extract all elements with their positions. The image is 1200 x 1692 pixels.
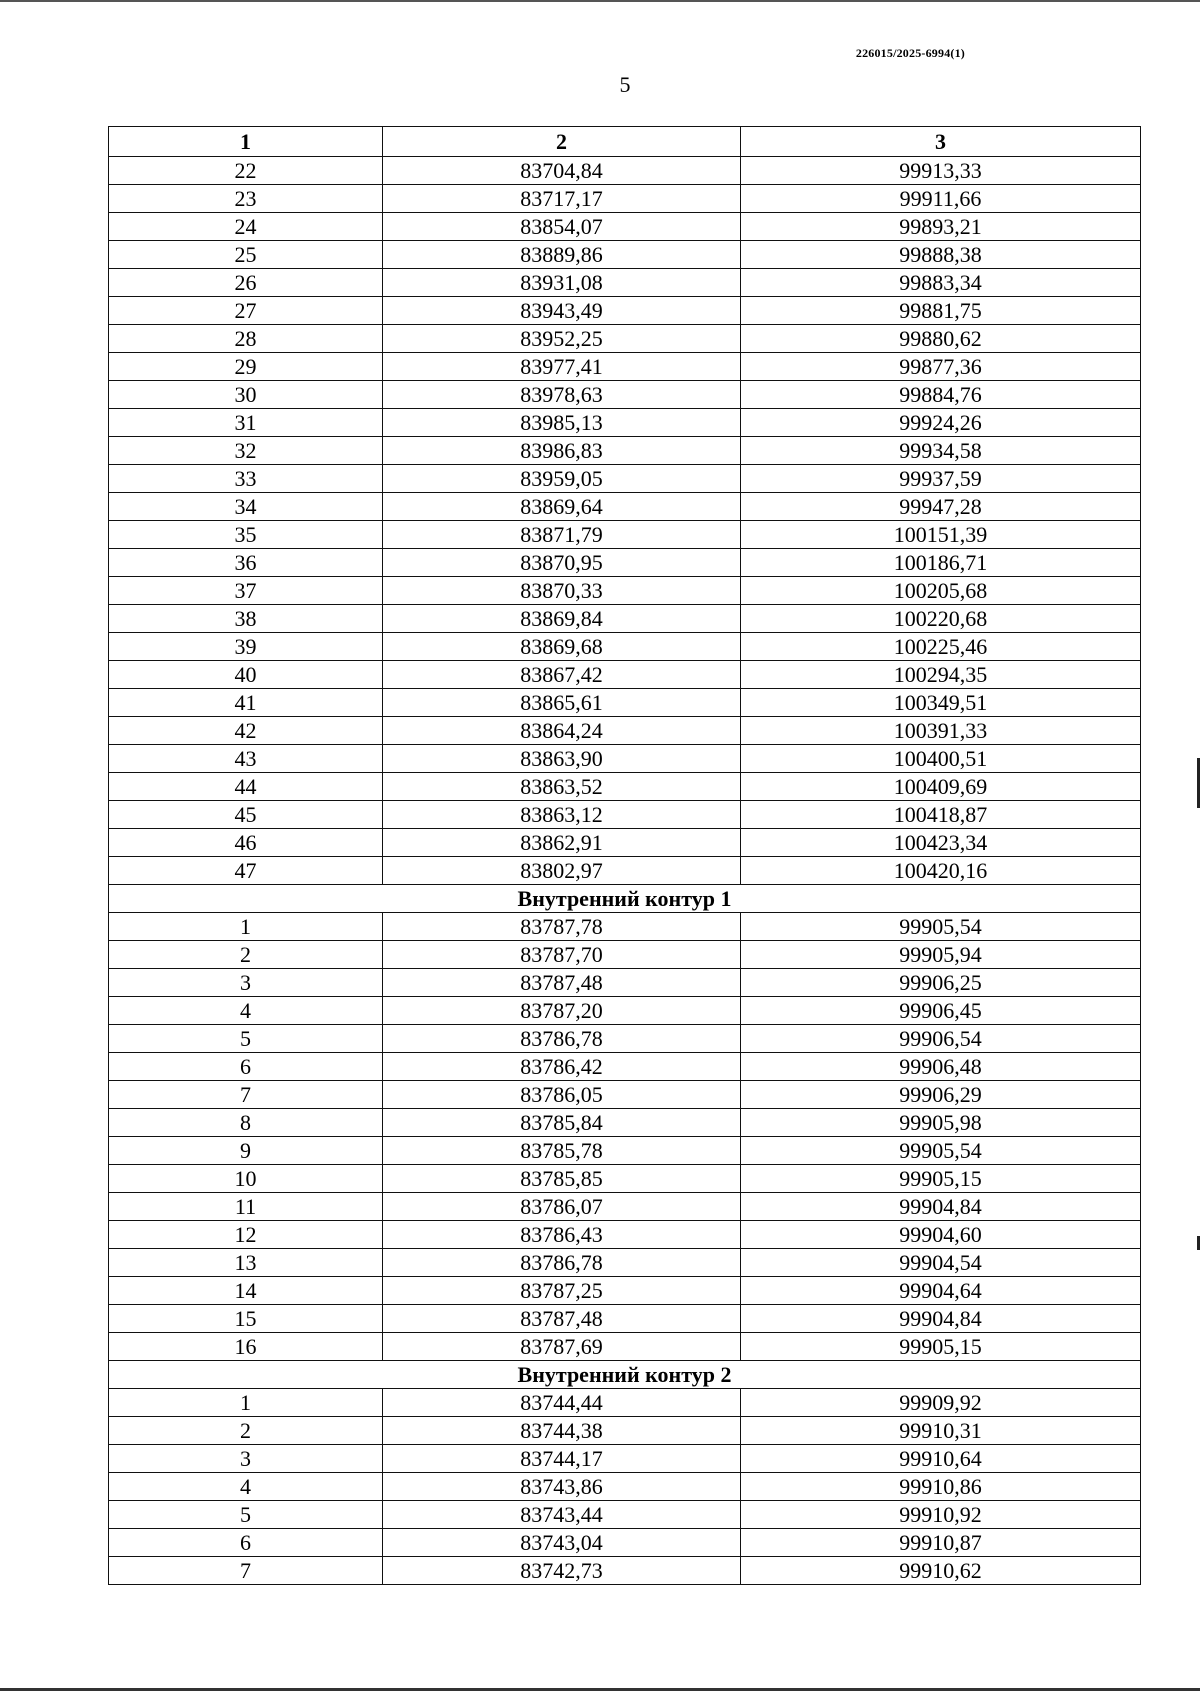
x-coordinate-cell: 83862,91 bbox=[383, 829, 741, 857]
y-coordinate-cell: 99910,64 bbox=[741, 1445, 1141, 1473]
point-number-cell: 10 bbox=[109, 1165, 383, 1193]
x-coordinate-cell: 83871,79 bbox=[383, 521, 741, 549]
x-coordinate-cell: 83787,48 bbox=[383, 1305, 741, 1333]
table-row bbox=[109, 829, 1141, 857]
point-number-cell: 32 bbox=[109, 437, 383, 465]
point-number-cell: 33 bbox=[109, 465, 383, 493]
x-coordinate-cell: 83864,24 bbox=[383, 717, 741, 745]
section-title: Внутренний контур 2 bbox=[109, 1361, 1141, 1389]
table-row bbox=[109, 745, 1141, 773]
x-coordinate-cell: 83802,97 bbox=[383, 857, 741, 885]
point-number-cell: 8 bbox=[109, 1109, 383, 1137]
y-coordinate-cell: 100220,68 bbox=[741, 605, 1141, 633]
point-number-cell: 44 bbox=[109, 773, 383, 801]
table-row bbox=[109, 549, 1141, 577]
y-coordinate-cell: 100409,69 bbox=[741, 773, 1141, 801]
point-number-cell: 11 bbox=[109, 1193, 383, 1221]
y-coordinate-cell: 99910,87 bbox=[741, 1529, 1141, 1557]
point-number-cell: 28 bbox=[109, 325, 383, 353]
x-coordinate-cell: 83959,05 bbox=[383, 465, 741, 493]
point-number-cell: 41 bbox=[109, 689, 383, 717]
y-coordinate-cell: 99906,25 bbox=[741, 969, 1141, 997]
y-coordinate-cell: 99904,84 bbox=[741, 1305, 1141, 1333]
y-coordinate-cell: 99905,54 bbox=[741, 913, 1141, 941]
x-coordinate-cell: 83742,73 bbox=[383, 1557, 741, 1585]
y-coordinate-cell: 99947,28 bbox=[741, 493, 1141, 521]
y-coordinate-cell: 99911,66 bbox=[741, 185, 1141, 213]
table-row bbox=[109, 1025, 1141, 1053]
section-header-row bbox=[109, 1361, 1141, 1389]
table-row bbox=[109, 1165, 1141, 1193]
x-coordinate-cell: 83863,52 bbox=[383, 773, 741, 801]
point-number-cell: 1 bbox=[109, 913, 383, 941]
y-coordinate-cell: 99906,48 bbox=[741, 1053, 1141, 1081]
table-row bbox=[109, 605, 1141, 633]
table-row bbox=[109, 1081, 1141, 1109]
x-coordinate-cell: 83985,13 bbox=[383, 409, 741, 437]
table-row bbox=[109, 353, 1141, 381]
point-number-cell: 36 bbox=[109, 549, 383, 577]
table-row bbox=[109, 1137, 1141, 1165]
table-row bbox=[109, 1277, 1141, 1305]
y-coordinate-cell: 100151,39 bbox=[741, 521, 1141, 549]
x-coordinate-cell: 83786,78 bbox=[383, 1249, 741, 1277]
table-row bbox=[109, 941, 1141, 969]
x-coordinate-cell: 83744,38 bbox=[383, 1417, 741, 1445]
table-header bbox=[109, 127, 1141, 157]
y-coordinate-cell: 99906,45 bbox=[741, 997, 1141, 1025]
y-coordinate-cell: 99910,31 bbox=[741, 1417, 1141, 1445]
x-coordinate-cell: 83786,07 bbox=[383, 1193, 741, 1221]
point-number-cell: 31 bbox=[109, 409, 383, 437]
x-coordinate-cell: 83786,05 bbox=[383, 1081, 741, 1109]
x-coordinate-cell: 83869,64 bbox=[383, 493, 741, 521]
point-number-cell: 25 bbox=[109, 241, 383, 269]
point-number-cell: 38 bbox=[109, 605, 383, 633]
y-coordinate-cell: 99904,64 bbox=[741, 1277, 1141, 1305]
document-reference-number: 226015/2025-6994(1) bbox=[855, 46, 965, 60]
point-number-cell: 47 bbox=[109, 857, 383, 885]
y-coordinate-cell: 99910,62 bbox=[741, 1557, 1141, 1585]
point-number-cell: 30 bbox=[109, 381, 383, 409]
table-row bbox=[109, 297, 1141, 325]
table-row bbox=[109, 1249, 1141, 1277]
y-coordinate-cell: 99888,38 bbox=[741, 241, 1141, 269]
point-number-cell: 22 bbox=[109, 157, 383, 185]
y-coordinate-cell: 99904,54 bbox=[741, 1249, 1141, 1277]
point-number-cell: 5 bbox=[109, 1501, 383, 1529]
table-row bbox=[109, 1529, 1141, 1557]
y-coordinate-cell: 100294,35 bbox=[741, 661, 1141, 689]
y-coordinate-cell: 100418,87 bbox=[741, 801, 1141, 829]
section-header-row bbox=[109, 885, 1141, 913]
y-coordinate-cell: 99913,33 bbox=[741, 157, 1141, 185]
y-coordinate-cell: 99884,76 bbox=[741, 381, 1141, 409]
point-number-cell: 42 bbox=[109, 717, 383, 745]
table-row bbox=[109, 801, 1141, 829]
x-coordinate-cell: 83787,78 bbox=[383, 913, 741, 941]
table-row bbox=[109, 633, 1141, 661]
table-row bbox=[109, 409, 1141, 437]
x-coordinate-cell: 83785,78 bbox=[383, 1137, 741, 1165]
top-border-line bbox=[0, 0, 1200, 2]
point-number-cell: 2 bbox=[109, 941, 383, 969]
x-coordinate-cell: 83863,90 bbox=[383, 745, 741, 773]
point-number-cell: 24 bbox=[109, 213, 383, 241]
table-row bbox=[109, 1501, 1141, 1529]
x-coordinate-cell: 83787,25 bbox=[383, 1277, 741, 1305]
y-coordinate-cell: 99905,15 bbox=[741, 1165, 1141, 1193]
table-row bbox=[109, 857, 1141, 885]
x-coordinate-cell: 83869,84 bbox=[383, 605, 741, 633]
x-coordinate-cell: 83704,84 bbox=[383, 157, 741, 185]
coordinates-table bbox=[108, 126, 1141, 1585]
y-coordinate-cell: 99905,54 bbox=[741, 1137, 1141, 1165]
column-header-3: 3 bbox=[741, 127, 1141, 157]
table-row bbox=[109, 465, 1141, 493]
table-body bbox=[109, 157, 1141, 1585]
point-number-cell: 12 bbox=[109, 1221, 383, 1249]
point-number-cell: 13 bbox=[109, 1249, 383, 1277]
table-row bbox=[109, 577, 1141, 605]
y-coordinate-cell: 100420,16 bbox=[741, 857, 1141, 885]
y-coordinate-cell: 99910,92 bbox=[741, 1501, 1141, 1529]
y-coordinate-cell: 99877,36 bbox=[741, 353, 1141, 381]
x-coordinate-cell: 83863,12 bbox=[383, 801, 741, 829]
y-coordinate-cell: 99881,75 bbox=[741, 297, 1141, 325]
y-coordinate-cell: 99924,26 bbox=[741, 409, 1141, 437]
x-coordinate-cell: 83870,33 bbox=[383, 577, 741, 605]
point-number-cell: 5 bbox=[109, 1025, 383, 1053]
table-row bbox=[109, 213, 1141, 241]
point-number-cell: 43 bbox=[109, 745, 383, 773]
y-coordinate-cell: 99904,60 bbox=[741, 1221, 1141, 1249]
point-number-cell: 14 bbox=[109, 1277, 383, 1305]
point-number-cell: 26 bbox=[109, 269, 383, 297]
x-coordinate-cell: 83786,78 bbox=[383, 1025, 741, 1053]
column-header-2: 2 bbox=[383, 127, 741, 157]
x-coordinate-cell: 83986,83 bbox=[383, 437, 741, 465]
point-number-cell: 15 bbox=[109, 1305, 383, 1333]
table-row bbox=[109, 185, 1141, 213]
table-row bbox=[109, 1417, 1141, 1445]
x-coordinate-cell: 83889,86 bbox=[383, 241, 741, 269]
column-header-1: 1 bbox=[109, 127, 383, 157]
point-number-cell: 34 bbox=[109, 493, 383, 521]
table-row bbox=[109, 521, 1141, 549]
section-title: Внутренний контур 1 bbox=[109, 885, 1141, 913]
point-number-cell: 1 bbox=[109, 1389, 383, 1417]
y-coordinate-cell: 99906,29 bbox=[741, 1081, 1141, 1109]
table-row bbox=[109, 1053, 1141, 1081]
y-coordinate-cell: 100225,46 bbox=[741, 633, 1141, 661]
x-coordinate-cell: 83952,25 bbox=[383, 325, 741, 353]
table-row bbox=[109, 381, 1141, 409]
table-header-row bbox=[109, 127, 1141, 157]
table-row bbox=[109, 1221, 1141, 1249]
x-coordinate-cell: 83787,69 bbox=[383, 1333, 741, 1361]
y-coordinate-cell: 99893,21 bbox=[741, 213, 1141, 241]
table-row bbox=[109, 1473, 1141, 1501]
x-coordinate-cell: 83717,17 bbox=[383, 185, 741, 213]
x-coordinate-cell: 83869,68 bbox=[383, 633, 741, 661]
x-coordinate-cell: 83978,63 bbox=[383, 381, 741, 409]
point-number-cell: 4 bbox=[109, 997, 383, 1025]
y-coordinate-cell: 99910,86 bbox=[741, 1473, 1141, 1501]
point-number-cell: 7 bbox=[109, 1557, 383, 1585]
point-number-cell: 46 bbox=[109, 829, 383, 857]
table-row bbox=[109, 1557, 1141, 1585]
point-number-cell: 16 bbox=[109, 1333, 383, 1361]
x-coordinate-cell: 83865,61 bbox=[383, 689, 741, 717]
table-row bbox=[109, 1333, 1141, 1361]
point-number-cell: 2 bbox=[109, 1417, 383, 1445]
table-row bbox=[109, 997, 1141, 1025]
x-coordinate-cell: 83785,84 bbox=[383, 1109, 741, 1137]
x-coordinate-cell: 83854,07 bbox=[383, 213, 741, 241]
x-coordinate-cell: 83943,49 bbox=[383, 297, 741, 325]
bottom-border-line bbox=[0, 1688, 1200, 1691]
x-coordinate-cell: 83743,04 bbox=[383, 1529, 741, 1557]
point-number-cell: 4 bbox=[109, 1473, 383, 1501]
point-number-cell: 39 bbox=[109, 633, 383, 661]
x-coordinate-cell: 83977,41 bbox=[383, 353, 741, 381]
table-row bbox=[109, 689, 1141, 717]
table-row bbox=[109, 269, 1141, 297]
x-coordinate-cell: 83867,42 bbox=[383, 661, 741, 689]
y-coordinate-cell: 100205,68 bbox=[741, 577, 1141, 605]
y-coordinate-cell: 100423,34 bbox=[741, 829, 1141, 857]
point-number-cell: 45 bbox=[109, 801, 383, 829]
y-coordinate-cell: 99905,15 bbox=[741, 1333, 1141, 1361]
y-coordinate-cell: 99880,62 bbox=[741, 325, 1141, 353]
y-coordinate-cell: 99906,54 bbox=[741, 1025, 1141, 1053]
y-coordinate-cell: 99934,58 bbox=[741, 437, 1141, 465]
table-row bbox=[109, 325, 1141, 353]
x-coordinate-cell: 83787,20 bbox=[383, 997, 741, 1025]
x-coordinate-cell: 83786,42 bbox=[383, 1053, 741, 1081]
x-coordinate-cell: 83787,48 bbox=[383, 969, 741, 997]
table-row bbox=[109, 1305, 1141, 1333]
table-row bbox=[109, 661, 1141, 689]
y-coordinate-cell: 99937,59 bbox=[741, 465, 1141, 493]
x-coordinate-cell: 83744,44 bbox=[383, 1389, 741, 1417]
point-number-cell: 6 bbox=[109, 1053, 383, 1081]
point-number-cell: 27 bbox=[109, 297, 383, 325]
table-row bbox=[109, 1193, 1141, 1221]
y-coordinate-cell: 99904,84 bbox=[741, 1193, 1141, 1221]
x-coordinate-cell: 83785,85 bbox=[383, 1165, 741, 1193]
y-coordinate-cell: 100391,33 bbox=[741, 717, 1141, 745]
table-row bbox=[109, 913, 1141, 941]
table-row bbox=[109, 969, 1141, 997]
point-number-cell: 3 bbox=[109, 969, 383, 997]
table-row bbox=[109, 773, 1141, 801]
y-coordinate-cell: 99909,92 bbox=[741, 1389, 1141, 1417]
x-coordinate-cell: 83787,70 bbox=[383, 941, 741, 969]
y-coordinate-cell: 100349,51 bbox=[741, 689, 1141, 717]
table-row bbox=[109, 1445, 1141, 1473]
point-number-cell: 23 bbox=[109, 185, 383, 213]
x-coordinate-cell: 83786,43 bbox=[383, 1221, 741, 1249]
y-coordinate-cell: 99883,34 bbox=[741, 269, 1141, 297]
y-coordinate-cell: 100400,51 bbox=[741, 745, 1141, 773]
table-row bbox=[109, 1109, 1141, 1137]
table-row bbox=[109, 493, 1141, 521]
table-row bbox=[109, 717, 1141, 745]
table-row bbox=[109, 1389, 1141, 1417]
point-number-cell: 7 bbox=[109, 1081, 383, 1109]
x-coordinate-cell: 83744,17 bbox=[383, 1445, 741, 1473]
point-number-cell: 9 bbox=[109, 1137, 383, 1165]
table-row bbox=[109, 157, 1141, 185]
x-coordinate-cell: 83743,44 bbox=[383, 1501, 741, 1529]
x-coordinate-cell: 83743,86 bbox=[383, 1473, 741, 1501]
point-number-cell: 3 bbox=[109, 1445, 383, 1473]
point-number-cell: 29 bbox=[109, 353, 383, 381]
point-number-cell: 35 bbox=[109, 521, 383, 549]
point-number-cell: 6 bbox=[109, 1529, 383, 1557]
y-coordinate-cell: 100186,71 bbox=[741, 549, 1141, 577]
page-number: 5 bbox=[619, 72, 631, 97]
y-coordinate-cell: 99905,94 bbox=[741, 941, 1141, 969]
x-coordinate-cell: 83931,08 bbox=[383, 269, 741, 297]
table-row bbox=[109, 437, 1141, 465]
table-row bbox=[109, 241, 1141, 269]
x-coordinate-cell: 83870,95 bbox=[383, 549, 741, 577]
y-coordinate-cell: 99905,98 bbox=[741, 1109, 1141, 1137]
point-number-cell: 37 bbox=[109, 577, 383, 605]
point-number-cell: 40 bbox=[109, 661, 383, 689]
